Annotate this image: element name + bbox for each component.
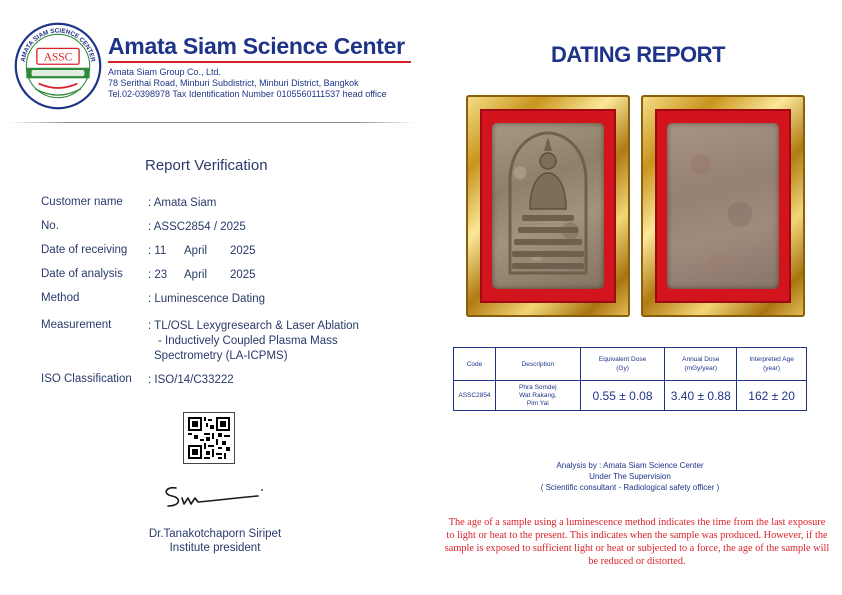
measurement-line-2: - Inductively Coupled Plasma Mass bbox=[158, 335, 338, 347]
logo-center-text: ASSC bbox=[43, 51, 73, 64]
analysis-day: : 23 bbox=[148, 269, 168, 281]
receiving-day: : 11 bbox=[148, 245, 167, 257]
analysis-line-1: Analysis by : Amata Siam Science Center bbox=[556, 461, 704, 470]
company-address: 78 Serithai Road, Minburi Subdistrict, Minburi District, Bangkok bbox=[108, 78, 359, 88]
org-name: Amata Siam Science Center bbox=[108, 33, 405, 59]
receiving-month: April bbox=[184, 245, 208, 257]
field-value-receiving bbox=[148, 244, 256, 259]
assc-logo bbox=[14, 22, 102, 110]
cell-equivalent-dose: 0.55 ± 0.08 bbox=[580, 381, 665, 411]
field-value-analysis bbox=[148, 268, 256, 283]
analysis-block bbox=[480, 460, 780, 493]
measurement-line-1: : TL/OSL Lexygresearch & Laser Ablation bbox=[148, 320, 359, 332]
header-equivalent-dose-text: Equivalent Dose bbox=[598, 356, 647, 363]
amulet-back bbox=[667, 123, 779, 289]
analysis-month: April bbox=[184, 269, 208, 281]
org-contact-block bbox=[108, 67, 387, 100]
analysis-line-2: Under The Supervision bbox=[589, 472, 671, 481]
field-value-measurement bbox=[148, 319, 359, 364]
description-line-3: Pim Yai bbox=[526, 399, 549, 407]
qr-code-pattern bbox=[188, 417, 230, 459]
field-label-number: No. bbox=[41, 220, 59, 232]
verification-title: Report Verification bbox=[145, 157, 268, 174]
cell-description bbox=[495, 381, 580, 411]
description-line-1: Phra Somdej bbox=[519, 383, 557, 391]
signer-block bbox=[130, 527, 300, 555]
signer-name: Dr.Tanakotchaporn Siripet bbox=[148, 528, 282, 540]
cell-annual-dose: 3.40 ± 0.88 bbox=[665, 381, 737, 411]
company-contact: Tel.02-0398978 Tax Identification Number 0105560111537 head office bbox=[108, 89, 387, 99]
frame-mat bbox=[655, 109, 791, 303]
header-annual-dose-unit: (mGy/year) bbox=[684, 365, 718, 372]
signer-title: Institute president bbox=[169, 542, 261, 554]
header-red-rule bbox=[108, 61, 411, 63]
description-line-2: Wat Rakang, bbox=[519, 391, 557, 399]
header-equivalent-dose bbox=[580, 348, 665, 381]
field-label-measurement: Measurement bbox=[41, 319, 112, 331]
measurement-line-3: Spectrometry (LA-ICPMS) bbox=[154, 350, 288, 362]
frame-mat bbox=[480, 109, 616, 303]
buddha-relief bbox=[492, 123, 604, 289]
header-annual-dose-text: Annual Dose bbox=[682, 356, 720, 363]
header-equivalent-dose-unit: (Gy) bbox=[616, 365, 629, 372]
receiving-year: 2025 bbox=[230, 245, 256, 257]
analysis-line-3: ( Scientific consultant - Radiological safety officer ) bbox=[540, 483, 720, 492]
disclaimer-text: The age of a sample using a luminescence method indicates the time from the last exposure to light or heat to the present. This indicates when the sample was produced. However, if the sample is exposed to sufficient light or heat or subjected to a force, the age of the sample will be reduced or distorted. bbox=[444, 517, 830, 567]
header-interpreted-age bbox=[737, 348, 807, 381]
header-interpreted-age-unit: (year) bbox=[763, 365, 781, 372]
header-description-text: Description bbox=[521, 360, 555, 368]
header-interpreted-age-text: Interpreted Age bbox=[749, 356, 794, 363]
header-divider bbox=[8, 122, 416, 123]
amulet-back-photo bbox=[641, 95, 805, 317]
report-title: DATING REPORT bbox=[551, 42, 725, 67]
field-label-receiving: Date of receiving bbox=[41, 244, 128, 256]
field-label-customer: Customer name bbox=[41, 196, 123, 208]
field-label-analysis: Date of analysis bbox=[41, 268, 123, 280]
logo-ring-text: AMATA SIAM SCIENCE CENTER bbox=[19, 27, 97, 63]
amulet-front bbox=[492, 123, 604, 289]
field-value-method: : Luminescence Dating bbox=[148, 293, 265, 305]
table-row bbox=[454, 381, 807, 411]
field-value-number: : ASSC2854 / 2025 bbox=[148, 221, 246, 233]
signature bbox=[158, 482, 268, 512]
dating-results-table bbox=[453, 347, 807, 411]
field-label-iso: ISO Classification bbox=[41, 373, 132, 385]
header-code bbox=[454, 348, 496, 381]
cell-interpreted-age: 162 ± 20 bbox=[737, 381, 807, 411]
amulet-front-photo bbox=[466, 95, 630, 317]
header-description bbox=[495, 348, 580, 381]
company-name: Amata Siam Group Co., Ltd. bbox=[108, 67, 222, 77]
analysis-year: 2025 bbox=[230, 269, 256, 281]
cell-code: ASSC2854 bbox=[454, 381, 496, 411]
table-header-row bbox=[454, 348, 807, 381]
field-value-iso: : ISO/14/C33222 bbox=[148, 374, 234, 386]
qr-code[interactable] bbox=[183, 412, 235, 464]
header-annual-dose bbox=[665, 348, 737, 381]
field-label-method: Method bbox=[41, 292, 80, 304]
header-code-text: Code bbox=[466, 360, 483, 368]
field-value-customer: : Amata Siam bbox=[148, 197, 217, 209]
